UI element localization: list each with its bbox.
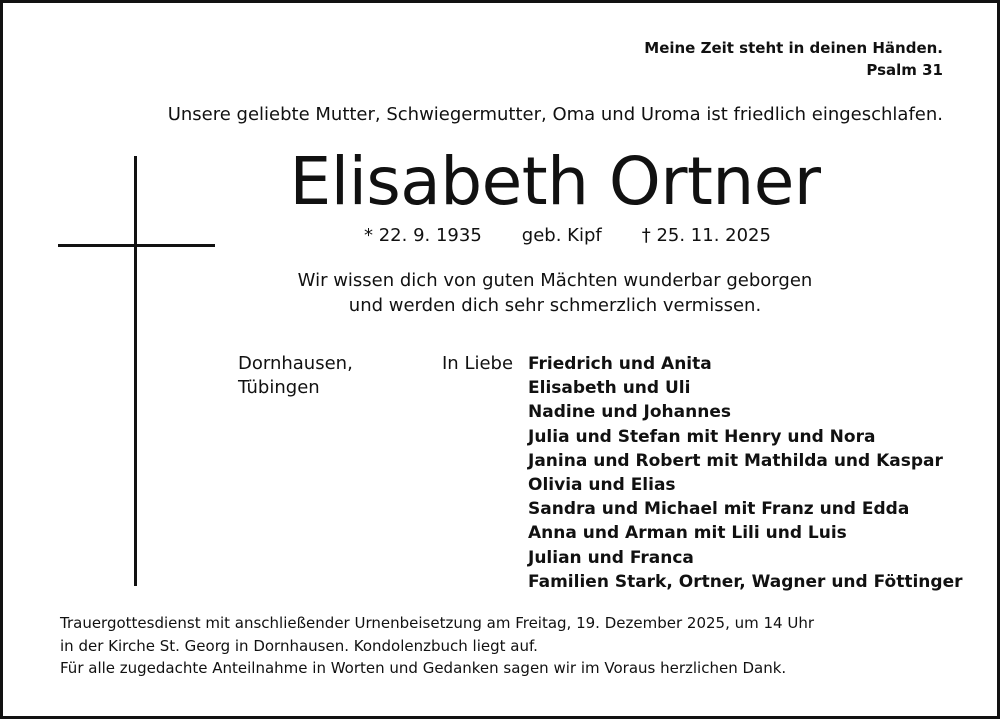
place-names [238, 352, 353, 400]
cross-icon [134, 156, 137, 586]
mourner-item: Familien Stark, Ortner, Wagner und Föttinger [528, 571, 963, 592]
verse-line: und werden dich sehr schmerzlich vermissen. [348, 295, 762, 316]
footer-line: Trauergottesdienst mit anschließender Urnenbeisetzung am Freitag, 19. Dezember 2025, um 14 Uhr [60, 614, 814, 632]
memorial-verse [200, 268, 910, 318]
life-dates [364, 224, 771, 248]
deceased-name: Elisabeth Ortner [289, 143, 821, 220]
mourner-item: Sandra und Michael mit Franz und Edda [528, 499, 910, 520]
mourner-item: Julia und Stefan mit Henry und Nora [528, 426, 876, 447]
birth-date: * 22. 9. 1935 [364, 225, 482, 246]
mourner-item: Olivia und Elias [528, 475, 676, 496]
mourner-item: Elisabeth und Uli [528, 378, 691, 399]
mourner-item: Janina und Robert mit Mathilda und Kaspar [528, 450, 943, 471]
cross-icon-crossbar [58, 244, 215, 247]
motto-text: Meine Zeit steht in deinen Händen. [644, 39, 943, 57]
death-date: † 25. 11. 2025 [641, 225, 771, 246]
mourner-item: Nadine und Johannes [528, 402, 731, 423]
motto-source: Psalm 31 [866, 61, 943, 79]
mourner-item: Anna und Arman mit Lili und Luis [528, 523, 847, 544]
footer-line: Für alle zugedachte Anteilnahme in Worten und Gedanken sagen wir im Voraus herzlichen Dank. [60, 659, 787, 677]
mourner-item: Friedrich und Anita [528, 354, 712, 374]
place-line: Tübingen [238, 377, 320, 398]
intro-text: Unsere geliebte Mutter, Schwiegermutter, Oma und Uroma ist friedlich eingeschlafen. [167, 104, 943, 125]
verse-line: Wir wissen dich von guten Mächten wunderbar geborgen [297, 270, 813, 291]
service-info [60, 612, 814, 680]
maiden-name: geb. Kipf [521, 225, 602, 246]
footer-line: in der Kirche St. Georg in Dornhausen. Kondolenzbuch liegt auf. [60, 636, 538, 655]
psalm-motto [644, 37, 943, 81]
mourner-item: Julian und Franca [528, 547, 694, 568]
in-love-label: In Liebe [442, 353, 514, 374]
mourners-list [528, 352, 962, 594]
place-line: Dornhausen, [238, 353, 353, 374]
